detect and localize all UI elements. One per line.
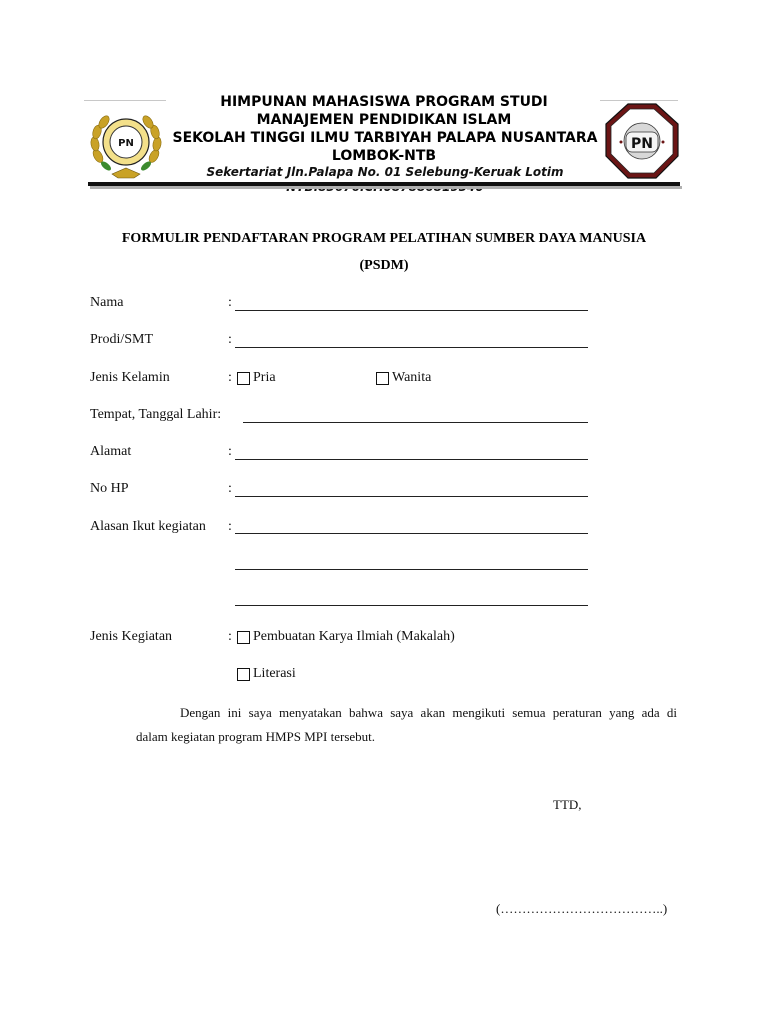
checkbox-wanita[interactable]	[376, 372, 389, 385]
option-pria: Pria	[253, 370, 276, 385]
label-tempat-tanggal-lahir: Tempat, Tanggal Lahir:	[90, 407, 222, 422]
header-address-1: Sekertariat Jln.Palapa No. 01 Selebung-Keruak Lotim	[206, 165, 564, 179]
header-line-1: HIMPUNAN MAHASISWA PROGRAM STUDI	[220, 94, 548, 110]
colon: :	[228, 332, 232, 347]
left-logo-label: PN	[118, 138, 134, 149]
input-line-alamat[interactable]	[235, 459, 588, 460]
header-rule-shadow	[90, 186, 682, 189]
signature-label: TTD,	[553, 797, 582, 812]
option-wanita: Wanita	[392, 370, 432, 385]
label-no-hp: No HP	[90, 481, 129, 496]
colon: :	[228, 629, 232, 644]
input-line-alasan-3[interactable]	[235, 605, 588, 606]
header-line-2: MANAJEMEN PENDIDIKAN ISLAM	[256, 112, 512, 128]
checkbox-pria[interactable]	[237, 372, 250, 385]
label-alamat: Alamat	[90, 444, 132, 459]
label-prodi: Prodi/SMT	[90, 332, 154, 347]
statement-line-1: Dengan ini saya menyatakan bahwa saya akan mengikuti semua peraturan yang ada di	[180, 705, 677, 720]
label-jenis-kelamin: Jenis Kelamin	[90, 370, 170, 385]
option-literasi: Literasi	[253, 666, 296, 681]
input-line-no-hp[interactable]	[235, 496, 588, 497]
option-karya-ilmiah: Pembuatan Karya Ilmiah (Makalah)	[253, 629, 455, 644]
input-line-alasan-1[interactable]	[235, 533, 588, 534]
form-title-line-2: (PSDM)	[359, 258, 409, 273]
checkbox-literasi[interactable]	[237, 668, 250, 681]
colon: :	[228, 481, 232, 496]
input-line-alasan-2[interactable]	[235, 569, 588, 570]
colon: :	[228, 519, 232, 534]
header-line-4: LOMBOK-NTB	[331, 148, 437, 164]
signature-name-placeholder: (………………………………..)	[496, 901, 668, 916]
colon: :	[228, 295, 232, 310]
header-rule	[88, 182, 680, 186]
statement-line-2: dalam kegiatan program HMPS MPI tersebut.	[136, 729, 376, 744]
input-line-tempat-tanggal-lahir[interactable]	[243, 422, 588, 423]
form-title-line-1: FORMULIR PENDAFTARAN PROGRAM PELATIHAN SUMBER DAYA MANUSIA	[121, 231, 647, 246]
input-line-prodi[interactable]	[235, 347, 588, 348]
label-nama: Nama	[90, 295, 124, 310]
label-alasan: Alasan Ikut kegiatan	[90, 519, 206, 534]
label-jenis-kegiatan: Jenis Kegiatan	[90, 629, 173, 644]
right-logo-label: PN	[631, 136, 653, 152]
input-line-nama[interactable]	[235, 310, 588, 311]
checkbox-karya-ilmiah[interactable]	[237, 631, 250, 644]
colon: :	[228, 444, 232, 459]
header-line-3: SEKOLAH TINGGI ILMU TARBIYAH PALAPA NUSANTARA	[172, 130, 598, 146]
colon: :	[228, 370, 232, 385]
